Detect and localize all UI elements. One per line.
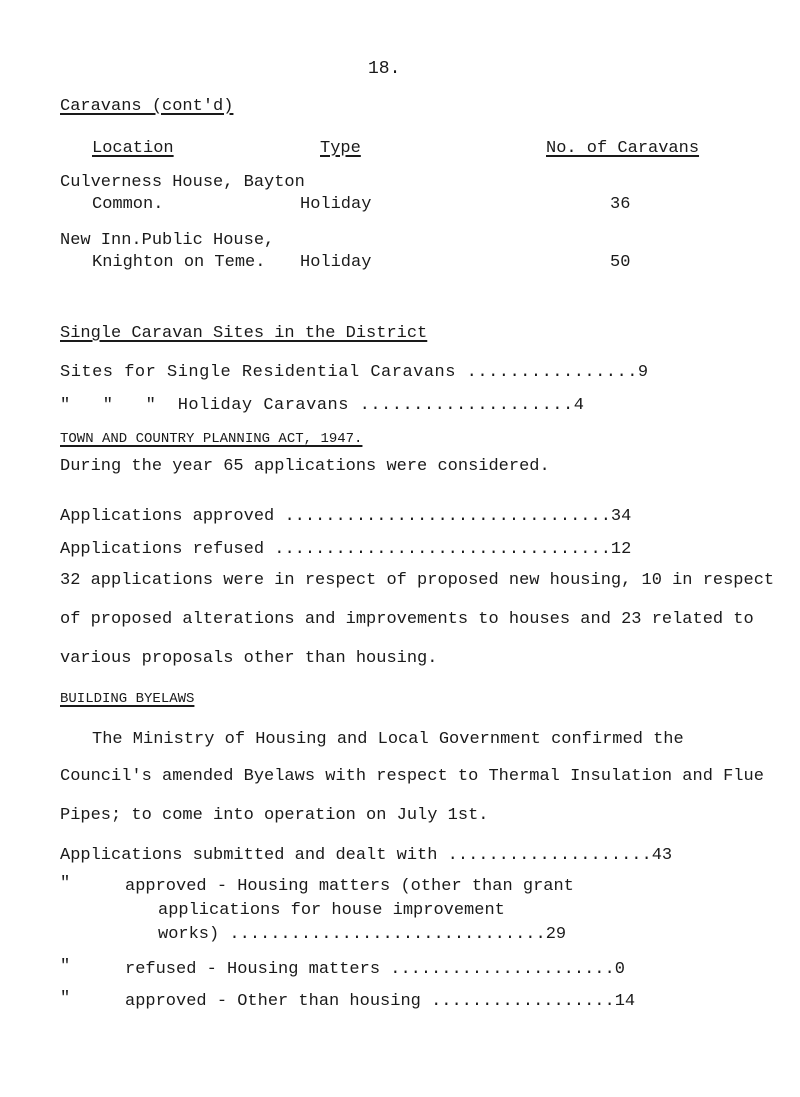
- column-header-location: Location: [92, 139, 174, 158]
- leader-dots: ....................: [447, 846, 652, 865]
- planning-paragraph-line-1: 32 applications were in respect of proposed new housing, 10 in respect: [60, 571, 775, 590]
- byelaws-submitted-label: Applications submitted and dealt with: [60, 846, 448, 865]
- byelaws-item-2-label: refused - Housing matters: [125, 960, 391, 979]
- byelaws-item-1-value: 29: [545, 925, 567, 944]
- single-sites-line-1: [60, 364, 649, 381]
- single-sites-line-1-label: Sites for Single Residential Caravans: [60, 363, 467, 382]
- column-header-count: No. of Caravans: [546, 139, 700, 158]
- planning-approved-line: [60, 508, 631, 525]
- byelaws-item-3-label: approved - Other than housing: [125, 992, 432, 1011]
- planning-approved-label: Applications approved: [60, 507, 285, 526]
- caravans-heading: Caravans (cont'd): [60, 97, 234, 116]
- leader-dots: ................: [466, 363, 638, 382]
- byelaws-item-1-line1: approved - Housing matters (other than grant: [125, 877, 574, 896]
- leader-dots: ..................: [431, 992, 615, 1011]
- ditto-mark: ": [60, 957, 71, 976]
- byelaws-paragraph-line-2: Council's amended Byelaws with respect to Thermal Insulation and Flue: [60, 767, 764, 786]
- planning-refused-label: Applications refused: [60, 540, 275, 559]
- leader-dots: .................................: [274, 540, 611, 559]
- row-1-count: 36: [610, 195, 631, 214]
- byelaws-submitted-line: [60, 847, 672, 864]
- leader-dots: ......................: [390, 960, 615, 979]
- single-sites-line-2-value: 4: [573, 396, 585, 415]
- row-1-location-line1: Culverness House, Bayton: [60, 173, 305, 192]
- planning-intro: During the year 65 applications were considered.: [60, 457, 550, 476]
- byelaws-item-3-value: 14: [614, 992, 636, 1011]
- planning-refused-value: 12: [610, 540, 632, 559]
- byelaws-item-2-line: [125, 961, 625, 978]
- byelaws-item-1-line2: applications for house improvement: [158, 901, 505, 920]
- row-2-count: 50: [610, 253, 631, 272]
- byelaws-item-2-value: 0: [614, 960, 625, 979]
- byelaws-paragraph-line-3: Pipes; to come into operation on July 1st.: [60, 806, 489, 825]
- row-2-type: Holiday: [300, 253, 372, 272]
- planning-approved-value: 34: [610, 507, 632, 526]
- row-2-location-line2: Knighton on Teme.: [92, 253, 266, 272]
- byelaws-item-1-line3: [158, 926, 566, 943]
- leader-dots: ................................: [284, 507, 611, 526]
- single-sites-line-2: [60, 397, 584, 414]
- planning-paragraph-line-3: various proposals other than housing.: [60, 649, 438, 668]
- column-header-type: Type: [320, 139, 361, 158]
- page-number: 18.: [368, 59, 401, 79]
- row-2-location-line1: New Inn.Public House,: [60, 231, 275, 250]
- single-sites-line-2-label: " " " Holiday Caravans: [60, 396, 360, 415]
- byelaws-heading: BUILDING BYELAWS: [60, 691, 195, 707]
- byelaws-paragraph-line-1: The Ministry of Housing and Local Government confirmed the: [92, 730, 684, 749]
- byelaws-submitted-value: 43: [651, 846, 673, 865]
- byelaws-item-1-line3-label: works): [158, 925, 230, 944]
- single-sites-heading: Single Caravan Sites in the District: [60, 324, 428, 343]
- planning-refused-line: [60, 541, 631, 558]
- leader-dots: ...............................: [229, 925, 546, 944]
- ditto-mark: ": [60, 989, 71, 1008]
- leader-dots: ....................: [359, 396, 574, 415]
- planning-heading: TOWN AND COUNTRY PLANNING ACT, 1947.: [60, 431, 363, 447]
- byelaws-item-3-line: [125, 993, 635, 1010]
- row-1-type: Holiday: [300, 195, 372, 214]
- single-sites-line-1-value: 9: [637, 363, 649, 382]
- row-1-location-line2: Common.: [92, 195, 164, 214]
- ditto-mark: ": [60, 874, 71, 893]
- planning-paragraph-line-2: of proposed alterations and improvements to houses and 23 related to: [60, 610, 754, 629]
